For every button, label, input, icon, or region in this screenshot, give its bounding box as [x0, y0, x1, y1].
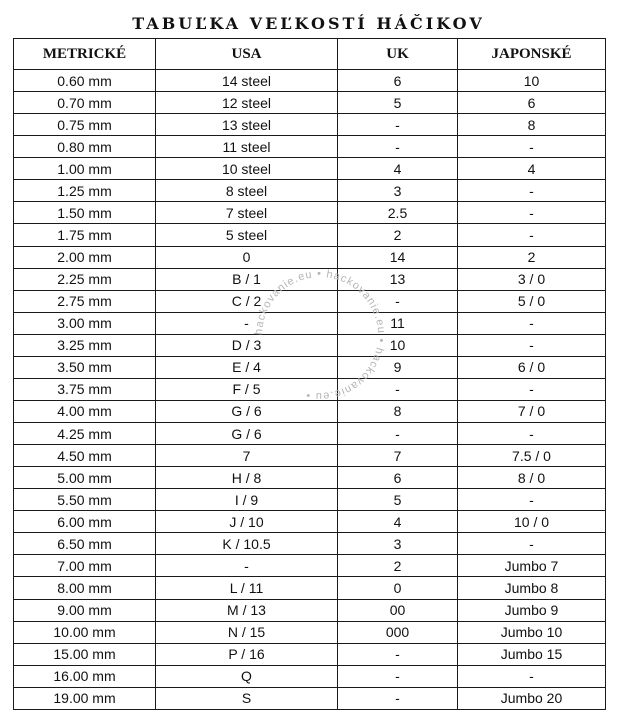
cell-uk: 5	[338, 92, 458, 114]
cell-metric: 6.00 mm	[14, 511, 156, 533]
cell-usa: H / 8	[156, 467, 338, 489]
table-row	[14, 423, 606, 445]
column-header-metric: METRICKÉ	[14, 39, 156, 70]
cell-metric: 3.00 mm	[14, 312, 156, 334]
cell-japanese: -	[458, 180, 606, 202]
cell-metric: 3.75 mm	[14, 378, 156, 400]
cell-japanese: 4	[458, 158, 606, 180]
table-row	[14, 114, 606, 136]
cell-usa: S	[156, 687, 338, 709]
cell-usa: -	[156, 312, 338, 334]
table-body	[14, 70, 606, 710]
cell-uk: 3	[338, 533, 458, 555]
cell-japanese: -	[458, 334, 606, 356]
cell-uk: -	[338, 687, 458, 709]
table-row	[14, 687, 606, 709]
cell-uk: 2	[338, 224, 458, 246]
table-row	[14, 599, 606, 621]
table-header-row	[14, 39, 606, 70]
cell-japanese: 5 / 0	[458, 290, 606, 312]
cell-japanese: Jumbo 7	[458, 555, 606, 577]
cell-uk: 14	[338, 246, 458, 268]
cell-usa: L / 11	[156, 577, 338, 599]
cell-metric: 4.25 mm	[14, 423, 156, 445]
cell-uk: 6	[338, 70, 458, 92]
hook-size-table	[13, 38, 606, 710]
table-row	[14, 180, 606, 202]
cell-uk: 2	[338, 555, 458, 577]
cell-usa: F / 5	[156, 378, 338, 400]
column-header-usa: USA	[156, 39, 338, 70]
cell-japanese: -	[458, 533, 606, 555]
cell-japanese: 10	[458, 70, 606, 92]
cell-japanese: 7.5 / 0	[458, 445, 606, 467]
cell-uk: 3	[338, 180, 458, 202]
cell-uk: -	[338, 665, 458, 687]
table-row	[14, 378, 606, 400]
cell-uk: -	[338, 423, 458, 445]
table-row	[14, 136, 606, 158]
watermark-text: hackovanie.eu • hackovanie.eu • hackovanie.eu •	[252, 267, 388, 403]
cell-metric: 6.50 mm	[14, 533, 156, 555]
cell-uk: 5	[338, 489, 458, 511]
table-row	[14, 290, 606, 312]
table-row	[14, 312, 606, 334]
cell-japanese: -	[458, 423, 606, 445]
cell-uk: -	[338, 643, 458, 665]
table-row	[14, 70, 606, 92]
cell-metric: 4.00 mm	[14, 400, 156, 422]
table-row	[14, 356, 606, 378]
cell-metric: 3.25 mm	[14, 334, 156, 356]
cell-uk: 10	[338, 334, 458, 356]
cell-japanese: Jumbo 10	[458, 621, 606, 643]
table-row	[14, 489, 606, 511]
cell-usa: 7 steel	[156, 202, 338, 224]
cell-japanese: -	[458, 202, 606, 224]
cell-japanese: 6 / 0	[458, 356, 606, 378]
cell-japanese: -	[458, 665, 606, 687]
cell-usa: K / 10.5	[156, 533, 338, 555]
cell-metric: 0.80 mm	[14, 136, 156, 158]
table-row	[14, 555, 606, 577]
cell-metric: 0.75 mm	[14, 114, 156, 136]
table-row	[14, 511, 606, 533]
cell-japanese: 7 / 0	[458, 400, 606, 422]
cell-uk: -	[338, 114, 458, 136]
table-row	[14, 621, 606, 643]
cell-japanese: 8 / 0	[458, 467, 606, 489]
cell-japanese: -	[458, 136, 606, 158]
table-row	[14, 533, 606, 555]
cell-uk: 000	[338, 621, 458, 643]
cell-uk: 13	[338, 268, 458, 290]
cell-metric: 7.00 mm	[14, 555, 156, 577]
cell-usa: J / 10	[156, 511, 338, 533]
cell-japanese: Jumbo 8	[458, 577, 606, 599]
cell-metric: 5.50 mm	[14, 489, 156, 511]
cell-usa: 14 steel	[156, 70, 338, 92]
cell-usa: 8 steel	[156, 180, 338, 202]
cell-metric: 1.00 mm	[14, 158, 156, 180]
cell-metric: 8.00 mm	[14, 577, 156, 599]
cell-japanese: 8	[458, 114, 606, 136]
cell-japanese: Jumbo 15	[458, 643, 606, 665]
table-row	[14, 92, 606, 114]
cell-usa: P / 16	[156, 643, 338, 665]
cell-uk: 4	[338, 511, 458, 533]
cell-uk: 0	[338, 577, 458, 599]
cell-metric: 15.00 mm	[14, 643, 156, 665]
cell-usa: G / 6	[156, 423, 338, 445]
cell-japanese: 10 / 0	[458, 511, 606, 533]
table-row	[14, 202, 606, 224]
cell-usa: 0	[156, 246, 338, 268]
column-header-uk: UK	[338, 39, 458, 70]
cell-usa: B / 1	[156, 268, 338, 290]
table-row	[14, 158, 606, 180]
cell-uk: -	[338, 290, 458, 312]
table-row	[14, 268, 606, 290]
cell-usa: G / 6	[156, 400, 338, 422]
cell-usa: 11 steel	[156, 136, 338, 158]
cell-usa: 5 steel	[156, 224, 338, 246]
cell-usa: -	[156, 555, 338, 577]
cell-uk: 4	[338, 158, 458, 180]
cell-uk: -	[338, 378, 458, 400]
cell-usa: 7	[156, 445, 338, 467]
cell-uk: -	[338, 136, 458, 158]
cell-japanese: 3 / 0	[458, 268, 606, 290]
cell-japanese: Jumbo 20	[458, 687, 606, 709]
cell-uk: 7	[338, 445, 458, 467]
cell-metric: 10.00 mm	[14, 621, 156, 643]
cell-usa: D / 3	[156, 334, 338, 356]
cell-uk: 9	[338, 356, 458, 378]
cell-metric: 9.00 mm	[14, 599, 156, 621]
cell-japanese: Jumbo 9	[458, 599, 606, 621]
cell-uk: 2.5	[338, 202, 458, 224]
cell-japanese: -	[458, 224, 606, 246]
table-row	[14, 665, 606, 687]
cell-metric: 5.00 mm	[14, 467, 156, 489]
table-row	[14, 445, 606, 467]
table-row	[14, 246, 606, 268]
cell-metric: 1.75 mm	[14, 224, 156, 246]
cell-usa: N / 15	[156, 621, 338, 643]
table-row	[14, 334, 606, 356]
cell-usa: E / 4	[156, 356, 338, 378]
table-row	[14, 400, 606, 422]
cell-metric: 3.50 mm	[14, 356, 156, 378]
cell-japanese: -	[458, 312, 606, 334]
table-row	[14, 224, 606, 246]
column-header-japanese: JAPONSKÉ	[458, 39, 606, 70]
cell-metric: 19.00 mm	[14, 687, 156, 709]
cell-metric: 16.00 mm	[14, 665, 156, 687]
cell-usa: M / 13	[156, 599, 338, 621]
cell-japanese: 6	[458, 92, 606, 114]
cell-metric: 0.70 mm	[14, 92, 156, 114]
cell-uk: 00	[338, 599, 458, 621]
cell-japanese: -	[458, 489, 606, 511]
cell-uk: 8	[338, 400, 458, 422]
table-row	[14, 467, 606, 489]
cell-uk: 11	[338, 312, 458, 334]
cell-metric: 1.25 mm	[14, 180, 156, 202]
cell-uk: 6	[338, 467, 458, 489]
cell-usa: C / 2	[156, 290, 338, 312]
cell-japanese: 2	[458, 246, 606, 268]
cell-usa: 10 steel	[156, 158, 338, 180]
cell-metric: 4.50 mm	[14, 445, 156, 467]
cell-usa: 12 steel	[156, 92, 338, 114]
cell-usa: 13 steel	[156, 114, 338, 136]
cell-metric: 2.25 mm	[14, 268, 156, 290]
cell-metric: 2.75 mm	[14, 290, 156, 312]
cell-japanese: -	[458, 378, 606, 400]
cell-usa: I / 9	[156, 489, 338, 511]
cell-usa: Q	[156, 665, 338, 687]
table-row	[14, 577, 606, 599]
cell-metric: 1.50 mm	[14, 202, 156, 224]
cell-metric: 0.60 mm	[14, 70, 156, 92]
cell-metric: 2.00 mm	[14, 246, 156, 268]
page-title: TABUĽKA VEĽKOSTÍ HÁČIKOV	[132, 14, 485, 33]
table-row	[14, 643, 606, 665]
